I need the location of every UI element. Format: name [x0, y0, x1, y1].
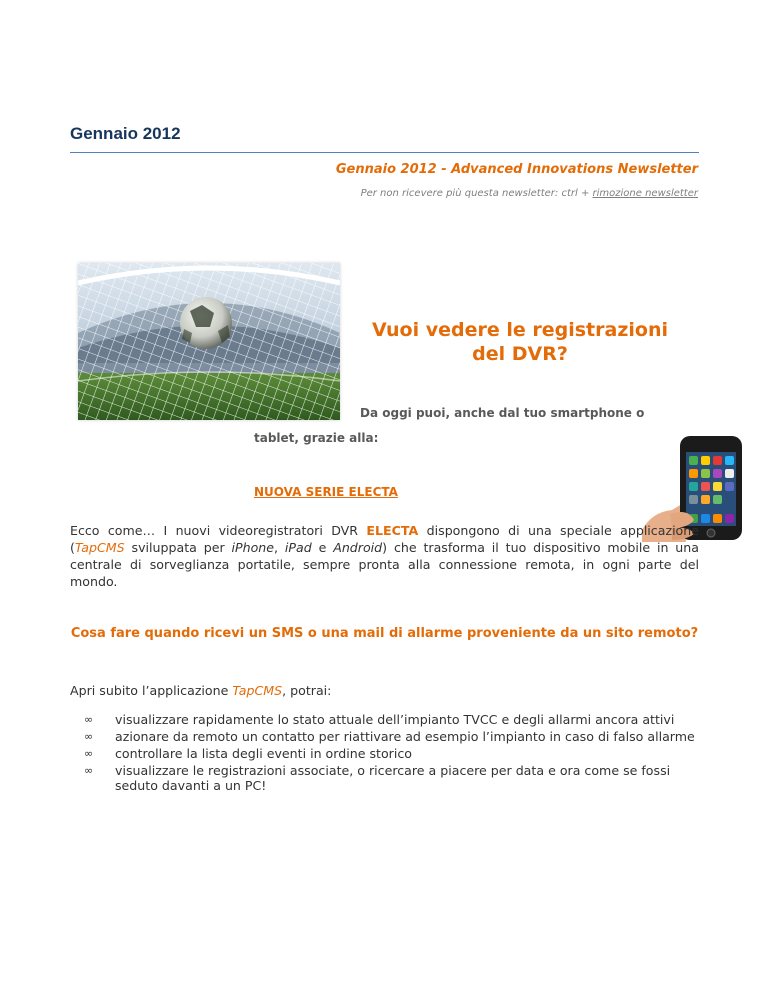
page-title: Gennaio 2012: [70, 124, 181, 143]
nuova-serie-electa-link[interactable]: NUOVA SERIE ELECTA: [254, 485, 398, 499]
platform-android: Android: [333, 540, 383, 555]
platform-ipad: iPad: [284, 540, 312, 555]
unsubscribe-text: Per non ricevere più questa newsletter: ctrl +: [360, 188, 593, 199]
list-item: [70, 746, 699, 761]
infinity-bullet-icon: ∞: [84, 747, 94, 760]
intro-text: e: [311, 540, 334, 555]
list-item-text: azionare da remoto un contatto per riattivare ad esempio l’impianto in caso di falso allarme: [115, 729, 695, 744]
intro-text: Ecco come… I nuovi videoregistratori DVR: [70, 523, 367, 538]
tapcms-app-name: TapCMS: [74, 540, 125, 555]
list-item-text: visualizzare rapidamente lo stato attuale dell’impianto TVCC e degli allarmi ancora attivi: [115, 712, 675, 727]
intro-text: ) che trasforma il tuo dispositivo mobile in una centrale di sorveglianza portatile, sempre pronta alla connessione remota, in ogni parte del mondo.: [70, 540, 699, 589]
hero-headline: Vuoi vedere le registrazioni del DVR?: [372, 319, 668, 365]
feature-list: [70, 712, 699, 795]
section-lead: [70, 683, 331, 698]
tapcms-app-name: TapCMS: [232, 683, 283, 698]
platform-iphone: iPhone: [231, 540, 275, 555]
infinity-bullet-icon: ∞: [84, 764, 94, 777]
infinity-bullet-icon: ∞: [84, 730, 94, 743]
infinity-bullet-icon: ∞: [84, 713, 94, 726]
hero-tagline-line2: tablet, grazie alla:: [254, 431, 379, 445]
unsubscribe-notice: [361, 188, 698, 199]
intro-text: ,: [274, 540, 285, 555]
lead-text: Apri subito l’applicazione: [70, 683, 233, 698]
section-heading: Cosa fare quando ricevi un SMS o una mail di allarme proveniente da un sito remoto?: [70, 626, 699, 641]
title-divider: [70, 152, 699, 153]
unsubscribe-link[interactable]: rimozione newsletter: [592, 188, 698, 199]
newsletter-title: Gennaio 2012 - Advanced Innovations Newsletter: [335, 162, 698, 177]
electa-brand: ELECTA: [366, 523, 419, 538]
list-item: [70, 729, 699, 744]
list-item: [70, 763, 699, 793]
list-item-text: controllare la lista degli eventi in ordine storico: [115, 746, 412, 761]
list-item-text: visualizzare le registrazioni associate, o ricercare a piacere per data e ora come se fossi seduto davanti a un PC!: [115, 763, 671, 793]
intro-text: dispongono di una speciale applicazione (: [70, 523, 699, 555]
football-goal-image: [78, 263, 340, 420]
intro-text: sviluppata per: [124, 540, 232, 555]
intro-paragraph: [70, 522, 699, 590]
hero-tagline-line1: Da oggi puoi, anche dal tuo smartphone o: [360, 406, 645, 420]
lead-text: , potrai:: [282, 683, 332, 698]
list-item: [70, 712, 699, 727]
